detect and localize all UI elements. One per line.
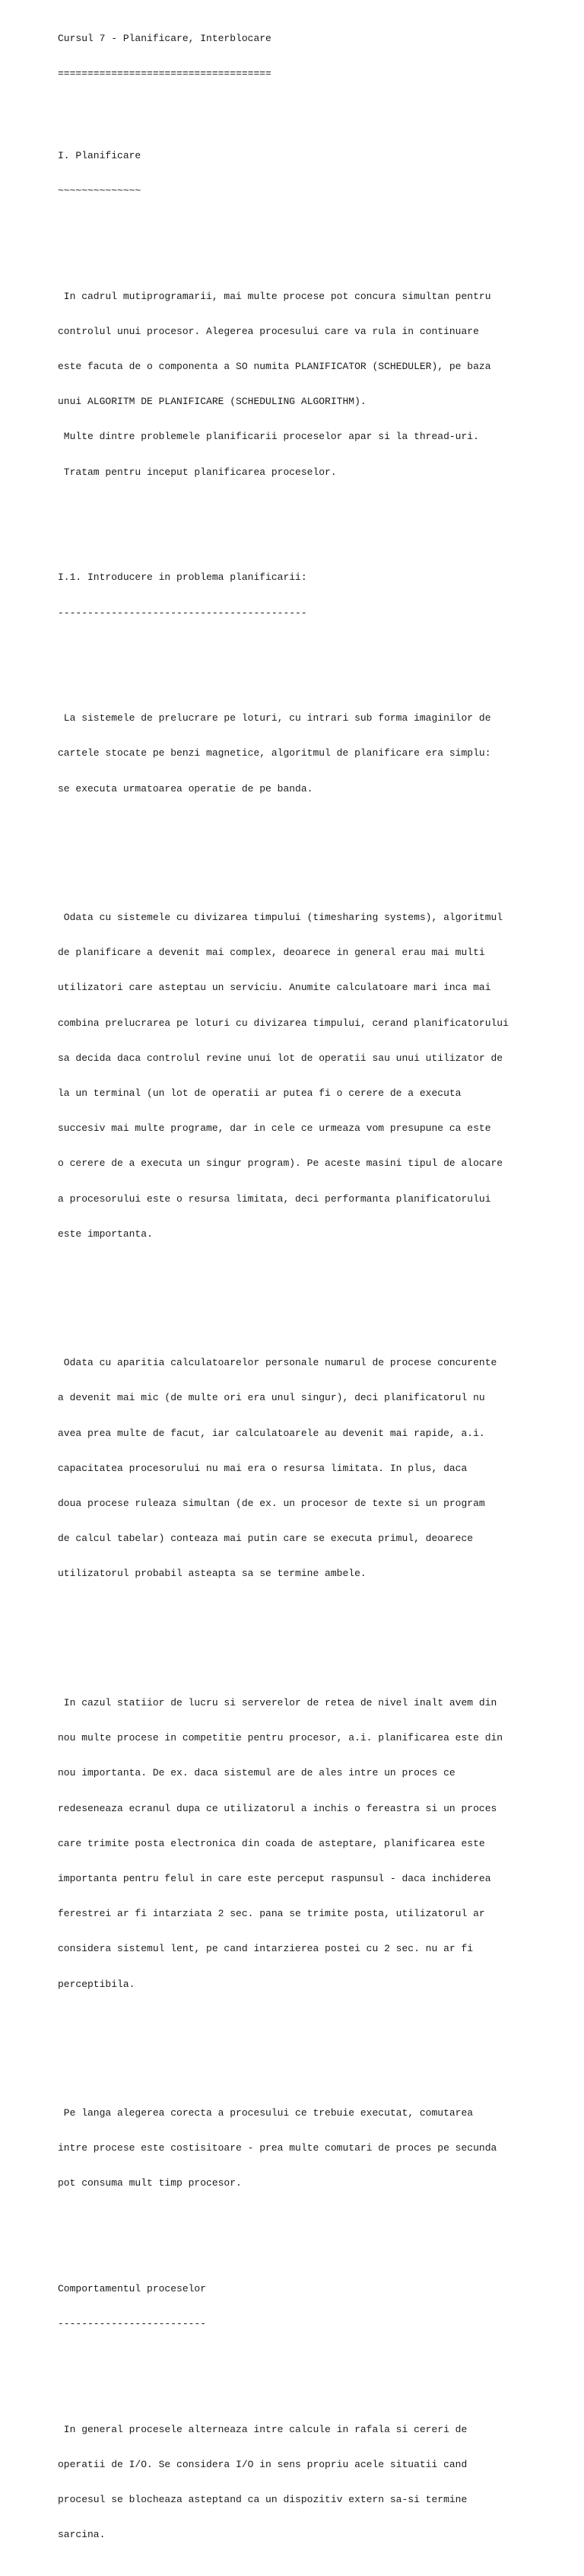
- document-page: [58, 9, 575, 2576]
- text-line: doua procese ruleaza simultan (de ex. un procesor de texte si un program: [58, 1498, 485, 1510]
- text-line: se executa urmatoarea operatie de pe banda.: [58, 782, 313, 794]
- text-line: nou multe procese in competitie pentru procesor, a.i. planificarea este din: [58, 1732, 503, 1744]
- text-line: avea prea multe de facut, iar calculatoarele au devenit mai rapide, a.i.: [58, 1427, 485, 1439]
- spacer: [58, 2236, 575, 2247]
- spacer: [58, 1287, 575, 1298]
- text-line: pot consuma mult timp procesor.: [58, 2177, 242, 2189]
- paragraph: [58, 1333, 575, 1603]
- paragraph: [58, 2400, 575, 2565]
- text-line: In general procesele alterneaza intre calcule in rafala si cereri de: [58, 2423, 468, 2435]
- text-line: Pe langa alegerea corecta a procesului ce trebuie executat, comutarea: [58, 2106, 474, 2119]
- subsection-heading: Comportamentul proceselor: [58, 2282, 207, 2294]
- text-line: controlul unui procesor. Alegerea procesului care va rula in continuare: [58, 325, 479, 337]
- text-line: unui ALGORITM DE PLANIFICARE (SCHEDULING ALGORITHM).: [58, 396, 367, 408]
- subsection-heading: I.1. Introducere in problema planificarii:: [58, 572, 307, 584]
- text-line: Odata cu aparitia calculatoarelor personale numarul de procese concurente: [58, 1357, 497, 1369]
- text-line: Tratam pentru inceput planificarea proceselor.: [58, 466, 337, 478]
- text-line: cartele stocate pe benzi magnetice, algoritmul de planificare era simplu:: [58, 747, 491, 759]
- document-title: Cursul 7 - Planificare, Interblocare: [58, 32, 271, 44]
- text-line: o cerere de a executa un singur program). Pe aceste masini tipul de alocare: [58, 1157, 503, 1170]
- text-line: sarcina.: [58, 2529, 106, 2541]
- paragraph: [58, 2084, 575, 2212]
- subsection-underline: ------------------------------------------: [58, 607, 307, 619]
- paragraph: [58, 689, 575, 817]
- text-line: a devenit mai mic (de multe ori era unul singur), deci planificatorul nu: [58, 1392, 485, 1404]
- subsection-underline: -------------------------: [58, 2318, 207, 2330]
- text-line: este facuta de o componenta a SO numita PLANIFICATOR (SCHEDULER), pe baza: [58, 361, 491, 373]
- text-line: a procesorului este o resursa limitata, deci performanta planificatorului: [58, 1192, 491, 1205]
- spacer: [58, 103, 575, 114]
- text-line: sa decida daca controlul revine unui lot de operatii sau unui utilizator de: [58, 1052, 503, 1064]
- section-underline: ~~~~~~~~~~~~~~: [58, 185, 141, 197]
- text-line: care trimite posta electronica din coada de asteptare, planificarea este: [58, 1837, 485, 1849]
- text-line: intre procese este costisitoare - prea multe comutari de proces pe secunda: [58, 2142, 497, 2154]
- text-line: Multe dintre problemele planificarii proceselor apar si la thread-uri.: [58, 431, 479, 443]
- text-line: considera sistemul lent, pe cand intarzierea postei cu 2 sec. nu ar fi: [58, 1943, 474, 1955]
- text-line: capacitatea procesorului nu mai era o resursa limitata. In plus, daca: [58, 1462, 468, 1474]
- text-line: importanta pentru felul in care este perceput raspunsul - daca inchiderea: [58, 1872, 491, 1884]
- text-line: operatii de I/O. Se considera I/O in sens propriu acele situatii cand: [58, 2459, 468, 2471]
- paragraph: [58, 888, 575, 1263]
- text-line: combina prelucrarea pe loturi cu divizarea timpului, cerand planificatorului: [58, 1017, 509, 1029]
- text-line: redeseneaza ecranul dupa ce utilizatorul a inchis o fereastra si un proces: [58, 1802, 497, 1814]
- text-line: La sistemele de prelucrare pe loturi, cu intrari sub forma imaginilor de: [58, 712, 491, 724]
- text-line: ferestrei ar fi intarziata 2 sec. pana se trimite posta, utilizatorul ar: [58, 1908, 485, 1920]
- spacer: [58, 642, 575, 654]
- text-line: la un terminal (un lot de operatii ar putea fi o cerere de a executa: [58, 1087, 462, 1099]
- title-underline: ====================================: [58, 68, 271, 80]
- spacer: [58, 220, 575, 231]
- paragraph: [58, 267, 575, 502]
- text-line: de planificare a devenit mai complex, deoarece in general erau mai multi: [58, 947, 485, 959]
- text-line: nou importanta. De ex. daca sistemul are de ales intre un proces ce: [58, 1767, 455, 1779]
- text-line: In cazul statiior de lucru si serverelor de retea de nivel inalt avem din: [58, 1696, 497, 1708]
- text-line: utilizatorul probabil asteapta sa se termine ambele.: [58, 1568, 367, 1580]
- spacer: [58, 2037, 575, 2049]
- spacer: [58, 525, 575, 537]
- text-line: utilizatori care asteptau un serviciu. Anumite calculatoare mari inca mai: [58, 982, 491, 994]
- spacer: [58, 1626, 575, 1638]
- text-line: In cadrul mutiprogramarii, mai multe procese pot concura simultan pentru: [58, 290, 491, 302]
- spacer: [58, 842, 575, 853]
- paragraph: [58, 1673, 575, 2014]
- text-line: perceptibila.: [58, 1978, 135, 1990]
- text-line: este importanta.: [58, 1228, 153, 1240]
- text-line: de calcul tabelar) conteaza mai putin care se executa primul, deoarece: [58, 1533, 474, 1545]
- text-line: procesul se blocheaza asteptand ca un dispozitiv extern sa-si termine: [58, 2494, 468, 2506]
- section-heading: I. Planificare: [58, 149, 141, 161]
- text-line: Odata cu sistemele cu divizarea timpului (timesharing systems), algoritmul: [58, 911, 503, 923]
- spacer: [58, 2353, 575, 2364]
- text-line: succesiv mai multe programe, dar in cele ce urmeaza vom presupune ca este: [58, 1122, 491, 1135]
